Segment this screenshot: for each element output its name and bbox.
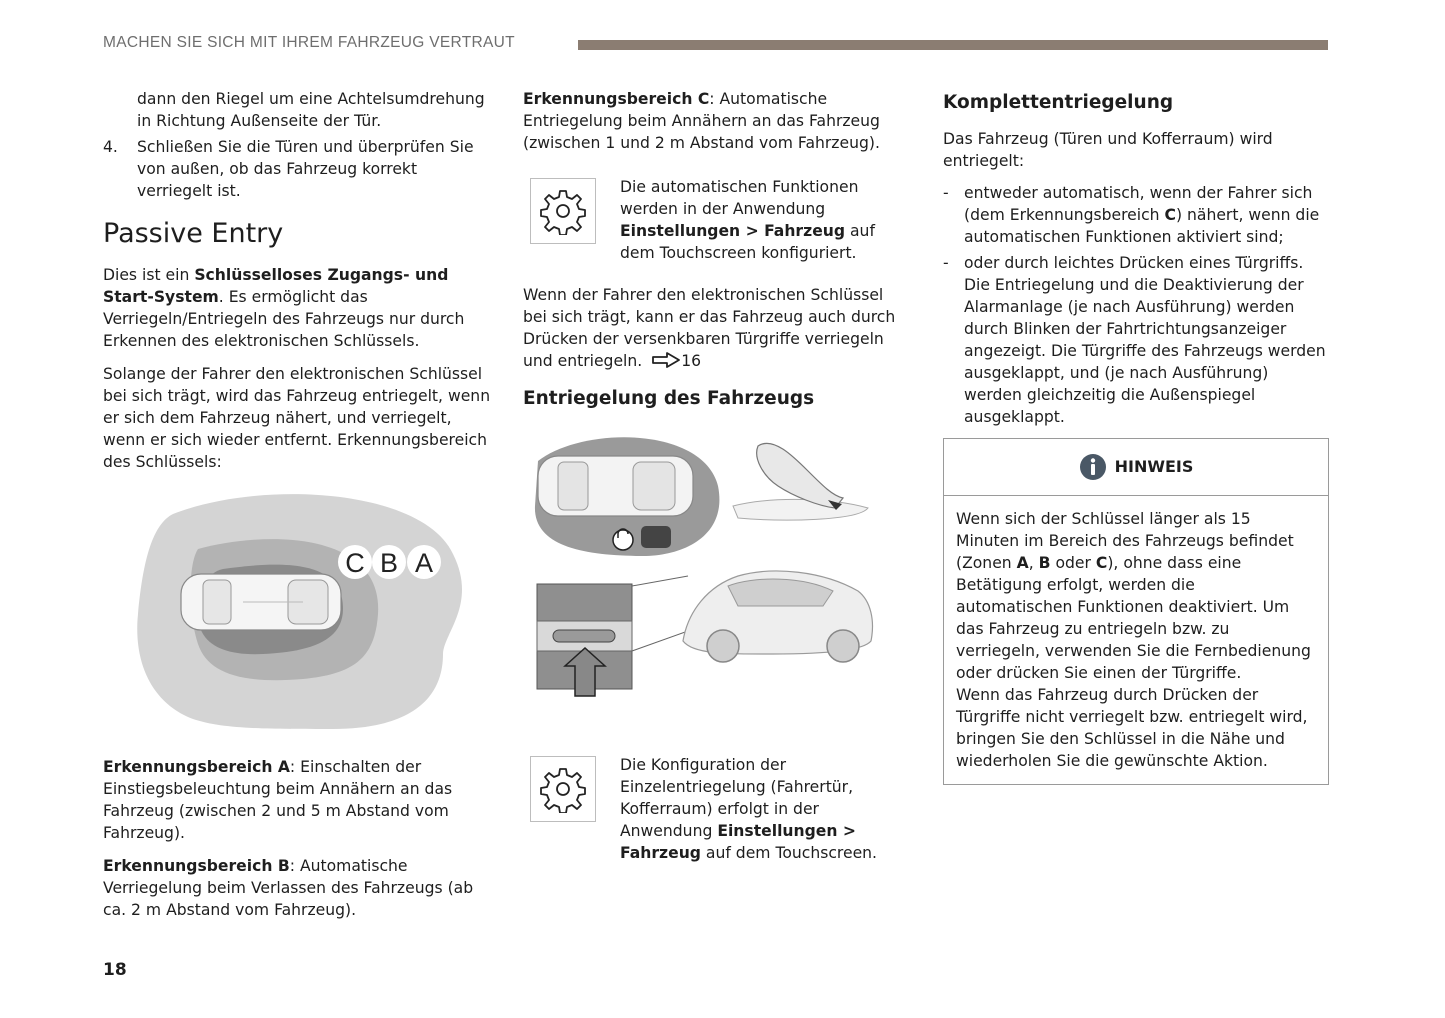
settings-note-1-text xyxy=(620,176,908,264)
list-item-text: oder durch leichtes Drücken eines Türgriffs. Die Entriegelung und die Deaktivierung der Alarmanlage (je nach Ausführung) werden durch Blinken der Fahrtrichtungsanzeiger angezeigt. Die Türgriffe des Fahrzeugs werden ausgeklappt, und (je nach Ausführung) werden gleichzeitig die Außenspiegel ausgeklappt. xyxy=(964,254,1326,426)
gear-icon xyxy=(530,178,596,244)
zone-ref: C xyxy=(1164,206,1176,224)
paragraph-zone-c xyxy=(523,88,908,154)
text-run: Die automatischen Funktionen werden in der Anwendung xyxy=(620,178,859,218)
zone-ref: A xyxy=(1016,554,1029,572)
zone-c-label: Erkennungsbereich C xyxy=(523,90,710,108)
settings-path: Einstellungen > Fahrzeug xyxy=(620,222,846,240)
section-heading-full-unlock: Komplettentriegelung xyxy=(943,92,1174,113)
car-top-view xyxy=(181,574,341,630)
zone-a-label: Erkennungsbereich A xyxy=(103,758,290,776)
paragraph-zone-b xyxy=(103,855,493,921)
text-run: Die Konfiguration der Einzelentriegelung (Fahrertür, Kofferraum) erfolgt in der Anwendung xyxy=(620,756,854,840)
text-run: oder xyxy=(1050,554,1096,572)
note-box-body xyxy=(944,496,1328,784)
bullet-dash: - xyxy=(943,184,949,202)
list-item xyxy=(943,182,1329,248)
paragraph-keyless-system xyxy=(103,264,493,352)
page-reference[interactable] xyxy=(647,352,701,370)
page-number: 18 xyxy=(103,960,127,980)
text-run: : Automatische Verriegelung beim Verlassen des Fahrzeugs (ab ca. 2 m Abstand vom Fahrzeug). xyxy=(103,857,474,919)
paragraph-zone-a xyxy=(103,756,493,844)
text-run: entweder automatisch, wenn der Fahrer sich (dem Erkennungsbereich xyxy=(964,184,1313,224)
zone-label-b: B xyxy=(379,548,399,578)
column-1 xyxy=(103,88,493,932)
text-run: . Es ermöglicht das Verriegeln/Entriegeln des Fahrzeugs nur durch Erkennen des elektronischen Schlüssels. xyxy=(103,288,465,350)
list-item xyxy=(943,252,1329,428)
gear-icon xyxy=(530,756,596,822)
text-run: Dies ist ein xyxy=(103,266,195,284)
section-heading-unlocking: Entriegelung des Fahrzeugs xyxy=(523,388,815,409)
text-run: auf dem Touchscreen. xyxy=(700,844,877,862)
bold-term: Schlüsselloses Zugangs- und Start-System xyxy=(103,266,449,306)
zone-label-a: A xyxy=(414,548,434,578)
text-run: Wenn sich der Schlüssel länger als 15 Minuten im Bereich des Fahrzeugs befindet (Zonen xyxy=(956,510,1294,572)
page-header-bar xyxy=(578,40,1328,50)
section-heading-passive-entry: Passive Entry xyxy=(103,218,284,249)
text-run: : Automatische Entriegelung beim Annähern an das Fahrzeug (zwischen 1 und 2 m Abstand vom Fahrzeug). xyxy=(523,90,880,152)
page-header-title: MACHEN SIE SICH MIT IHREM FAHRZEUG VERTRAUT xyxy=(103,34,515,51)
note-box-header xyxy=(944,439,1328,496)
zone-ref: C xyxy=(1095,554,1108,572)
zone-ref: B xyxy=(1038,554,1051,572)
note-box xyxy=(943,438,1329,785)
info-icon xyxy=(1079,453,1107,481)
note-box-second-paragraph: Wenn das Fahrzeug durch Drücken der Türgriffe nicht verriegelt bzw. entriegelt wird, bringen Sie den Schlüssel in die Nähe und wiederholen Sie die gewünschte Aktion. xyxy=(956,686,1308,770)
paragraph-full-unlock-intro: Das Fahrzeug (Türen und Kofferraum) wird entriegelt: xyxy=(943,130,1273,170)
settings-note-2 xyxy=(530,754,908,864)
zone-labels xyxy=(338,545,441,579)
text-run: ), ohne dass eine Betätigung erfolgt, werden die automatischen Funktionen deaktiviert. Um das Fahrzeug zu entriegeln bzw. zu verriegeln, verwenden Sie die Fernbedienung oder drücken Sie einen der Türgriffe. xyxy=(956,554,1311,682)
unlocking-illustration xyxy=(523,426,908,716)
note-box-title: HINWEIS xyxy=(1114,457,1194,476)
bullet-dash: - xyxy=(943,254,949,272)
step-4-number: 4. xyxy=(103,138,118,156)
settings-note-1 xyxy=(530,176,908,264)
zone-b-label: Erkennungsbereich B xyxy=(103,857,290,875)
settings-path: Einstellungen > Fahrzeug xyxy=(620,822,856,862)
arrow-right-icon xyxy=(651,351,681,369)
step-4 xyxy=(103,136,493,202)
text-run: Wenn der Fahrer den elektronischen Schlüssel bei sich trägt, kann er das Fahrzeug auch durch Drücken der versenkbaren Türgriffe verriegeln und entriegeln. xyxy=(523,286,896,370)
unlock-methods-list xyxy=(943,182,1329,428)
paragraph-door-handles xyxy=(523,284,908,372)
column-3 xyxy=(943,88,1329,785)
settings-note-2-text xyxy=(620,754,908,864)
zone-label-c: C xyxy=(345,548,365,578)
paragraph-detection: Solange der Fahrer den elektronischen Schlüssel bei sich trägt, wird das Fahrzeug entriegelt, wenn er sich dem Fahrzeug nähert, und verriegelt, wenn er sich wieder entfernt. Erkennungsbereich des Schlüssels: xyxy=(103,365,491,471)
page-reference-number: 16 xyxy=(681,352,702,370)
list-item-text xyxy=(964,182,1329,248)
step-4-text: Schließen Sie die Türen und überprüfen Sie von außen, ob das Fahrzeug korrekt verriegelt ist. xyxy=(137,138,474,200)
car-side-view xyxy=(683,571,872,662)
door-handle-closeup xyxy=(537,576,688,696)
detection-zones-figure xyxy=(103,484,493,744)
hand-door-handle xyxy=(733,443,868,520)
column-2 xyxy=(523,88,908,884)
text-run: auf dem Touchscreen konfiguriert. xyxy=(620,222,875,262)
text-run: , xyxy=(1028,554,1039,572)
text-run: : Einschalten der Einstiegsbeleuchtung beim Annähern an das Fahrzeug (zwischen 2 und 5 m Abstand vom Fahrzeug). xyxy=(103,758,453,842)
step-3-continuation: dann den Riegel um eine Achtelsumdrehung in Richtung Außenseite der Tür. xyxy=(137,90,485,130)
text-run: ) nähert, wenn die automatischen Funktionen aktiviert sind; xyxy=(964,206,1320,246)
